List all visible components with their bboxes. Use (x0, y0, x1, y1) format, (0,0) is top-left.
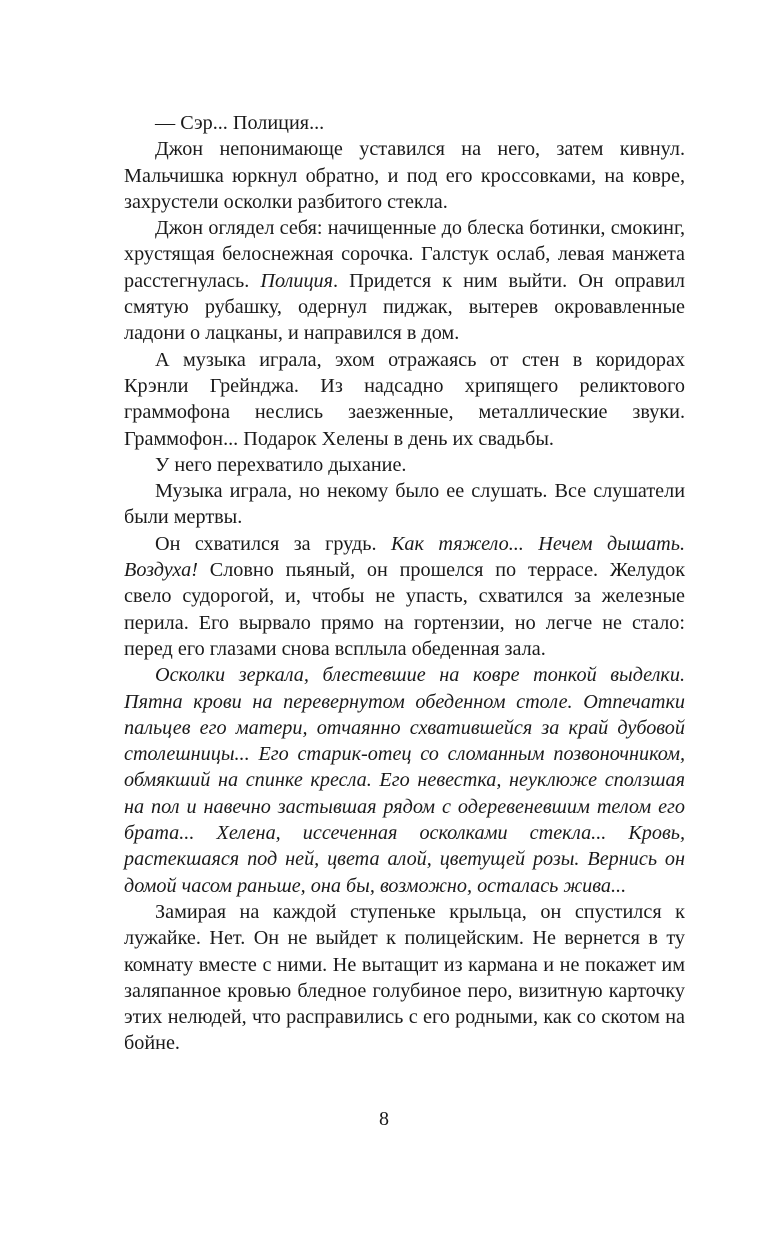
paragraph-3 (124, 215, 685, 346)
paragraph-3-text-b: . Придется к ним выйти. Он оправил смятую рубашку, одернул пиджак, вытерев окровавленные ладони о лацканы, и направился в дом. (124, 269, 686, 345)
paragraph-8-flashback: Осколки зеркала, блестевшие на ковре тонкой выделки. Пятна крови на перевернутом обеденном столе. Отпечатки пальцев его матери, отчаянно схватившейся за край дубовой столешницы... Его старик-отец со сломанным позвоночником, обмякший на спинке кресла. Его невестка, неуклюже сползшая на пол и навечно застывшая рядом с одеревеневшим телом его брата... Хелена, иссеченная осколками стекла... Кровь, растекшаяся под ней, цвета алой, цветущей розы. Вернись он домой часом раньше, она бы, возможно, осталась жива... (124, 664, 685, 897)
paragraph-4: А музыка играла, эхом отражаясь от стен в коридорах Крэнли Грейнджа. Из надсадно хрипящего реликтового граммофона неслись заезженные, металлические звуки. Граммофон... Подарок Хелены в день их свадьбы. (124, 348, 685, 450)
paragraph-1: — Сэр... Полиция... (155, 112, 325, 134)
paragraph-7-text-a: Он схватился за грудь. (155, 532, 391, 555)
paragraph-9: Замирая на каждой ступеньке крыльца, он спустился к лужайке. Нет. Он не выйдет к полицейским. Не вернется в ту комнату вместе с ними. Не вытащит из кармана и не покажет им заляпанное кровью бледное голубиное перо, визитную карточку этих нелюдей, что расправились с его родными, как со скотом на бойне. (124, 900, 685, 1055)
paragraph-7-text-b: Словно пьяный, он прошелся по террасе. Желудок свело судорогой, и, чтобы не упасть, схватился за железные перила. Его вырвало прямо на гортензии, но легче не стало: перед его глазами снова всплыла обеденная зала. (124, 559, 685, 660)
paragraph-3-emphasis: Полиция (260, 269, 334, 292)
paragraph-2: Джон непонимающе уставился на него, затем кивнул. Мальчишка юркнул обратно, и под его кроссовками, на ковре, захрустели осколки разбитого стекла. (124, 138, 685, 213)
paragraph-3-text-a: Джон оглядел себя: начищенные до блеска ботинки, смокинг, хрустящая белоснежная сорочка. Галстук ослаб, левая манжета расстегнулась. (124, 217, 685, 292)
paragraph-6: Музыка играла, но некому было ее слушать. Все слушатели были мертвы. (124, 480, 685, 529)
page-number: 8 (379, 1108, 389, 1130)
paragraph-7-emphasis: Как тяжело... Нечем дышать. Воздуха! (124, 532, 685, 582)
paragraph-5: У него перехватило дыхание. (155, 453, 407, 476)
page-body (124, 110, 685, 1057)
paragraph-7 (124, 531, 685, 662)
